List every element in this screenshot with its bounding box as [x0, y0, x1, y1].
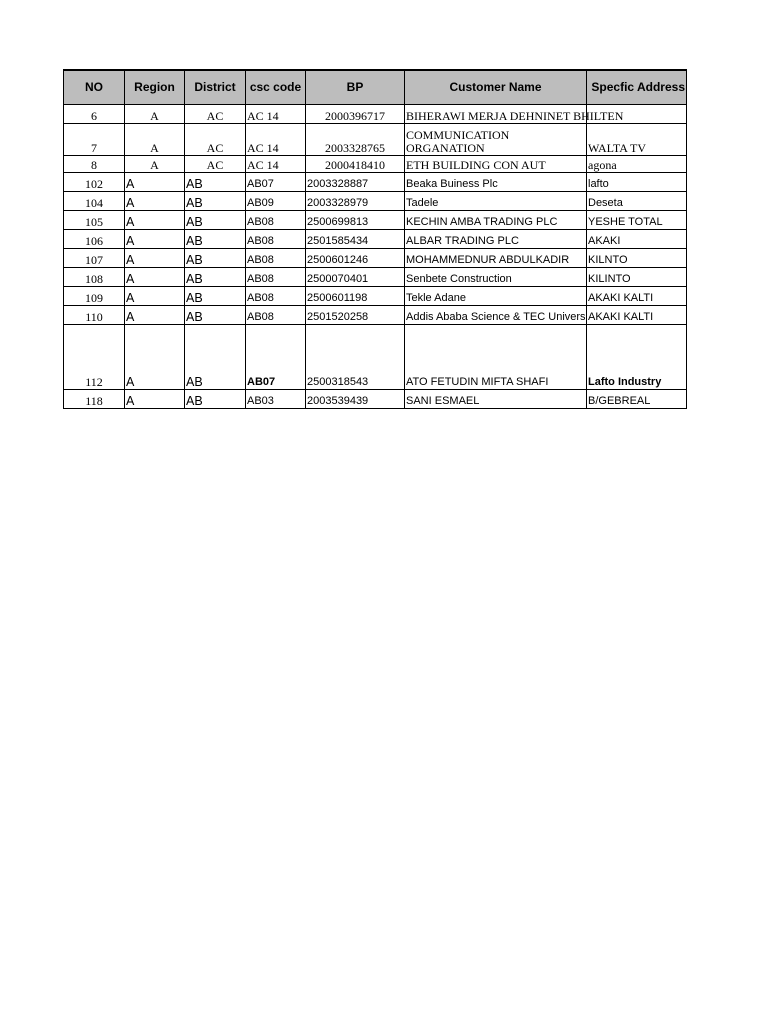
cell-bp[interactable]: 2003539439 [306, 389, 405, 408]
cell-customer-name[interactable]: KECHIN AMBA TRADING PLC [405, 210, 587, 229]
cell-customer-name[interactable]: Tadele [405, 191, 587, 210]
cell-no[interactable]: 8 [64, 155, 125, 172]
cell-district[interactable]: AC [185, 155, 246, 172]
cell-district[interactable]: AB [185, 172, 246, 191]
table-row [64, 229, 687, 248]
cell-specific-address[interactable]: Lafto Industry [587, 324, 687, 389]
cell-specific-address[interactable]: WALTA TV [587, 123, 687, 155]
cell-customer-name[interactable]: MOHAMMEDNUR ABDULKADIR [405, 248, 587, 267]
cell-district[interactable]: AB [185, 267, 246, 286]
cell-specific-address[interactable]: lafto [587, 172, 687, 191]
table-row [64, 155, 687, 172]
cell-region[interactable]: A [125, 191, 185, 210]
cell-no[interactable]: 109 [64, 286, 125, 305]
table-row [64, 191, 687, 210]
cell-region[interactable]: A [125, 210, 185, 229]
cell-bp[interactable]: 2500699813 [306, 210, 405, 229]
cell-specific-address[interactable]: KILINTO [587, 267, 687, 286]
header-specific-address[interactable]: Specfic Address [587, 70, 687, 104]
cell-district[interactable]: AC [185, 104, 246, 123]
cell-district[interactable]: AB [185, 324, 246, 389]
header-region[interactable]: Region [125, 70, 185, 104]
cell-customer-name[interactable]: ALBAR TRADING PLC [405, 229, 587, 248]
cell-bp[interactable]: 2000396717 [306, 104, 405, 123]
cell-csc-code[interactable]: AB08 [246, 229, 306, 248]
cell-csc-code[interactable]: AB03 [246, 389, 306, 408]
table-row [64, 389, 687, 408]
cell-customer-name[interactable]: Beaka Buiness Plc [405, 172, 587, 191]
cell-csc-code[interactable]: AB08 [246, 248, 306, 267]
cell-specific-address[interactable]: Deseta [587, 191, 687, 210]
cell-customer-name[interactable]: ATO FETUDIN MIFTA SHAFI [405, 324, 587, 389]
cell-district[interactable]: AB [185, 229, 246, 248]
cell-region[interactable]: A [125, 324, 185, 389]
table-row [64, 286, 687, 305]
table-row [64, 123, 687, 155]
header-bp[interactable]: BP [306, 70, 405, 104]
cell-csc-code[interactable]: AC 14 [246, 155, 306, 172]
cell-bp[interactable]: 2501520258 [306, 305, 405, 324]
cell-region[interactable]: A [125, 286, 185, 305]
cell-district[interactable]: AB [185, 305, 246, 324]
cell-region[interactable]: A [125, 155, 185, 172]
cell-bp[interactable]: 2500601246 [306, 248, 405, 267]
header-no[interactable]: NO [64, 70, 125, 104]
cell-bp[interactable]: 2003328979 [306, 191, 405, 210]
customer-name-line2: ORGANATION [406, 140, 485, 155]
cell-bp[interactable]: 2500601198 [306, 286, 405, 305]
header-csc-code[interactable]: csc code [246, 70, 306, 104]
cell-customer-name[interactable]: ETH BUILDING CON AUT [405, 155, 587, 172]
spreadsheet-table [63, 69, 687, 409]
cell-region[interactable]: A [125, 123, 185, 155]
cell-no[interactable]: 104 [64, 191, 125, 210]
customer-name-line1: COMMUNICATION [406, 127, 510, 142]
header-row [64, 70, 687, 104]
cell-region[interactable]: A [125, 267, 185, 286]
cell-district[interactable]: AB [185, 191, 246, 210]
cell-region[interactable]: A [125, 104, 185, 123]
cell-customer-name[interactable]: Addis Ababa Science & TEC Univers [405, 305, 587, 324]
cell-csc-code[interactable]: AB07 [246, 324, 306, 389]
cell-region[interactable]: A [125, 305, 185, 324]
cell-customer-name[interactable] [405, 123, 587, 155]
table-row [64, 324, 687, 389]
cell-bp[interactable]: 2500070401 [306, 267, 405, 286]
cell-specific-address[interactable]: AKAKI KALTI [587, 305, 687, 324]
cell-csc-code[interactable]: AB08 [246, 210, 306, 229]
cell-bp[interactable]: 2003328887 [306, 172, 405, 191]
cell-no[interactable]: 112 [64, 324, 125, 389]
table-row [64, 210, 687, 229]
header-district[interactable]: District [185, 70, 246, 104]
cell-customer-name[interactable]: Senbete Construction [405, 267, 587, 286]
table-row [64, 172, 687, 191]
header-customer-name[interactable]: Customer Name [405, 70, 587, 104]
cell-district[interactable]: AB [185, 286, 246, 305]
table-row [64, 267, 687, 286]
cell-bp[interactable]: 2000418410 [306, 155, 405, 172]
cell-specific-address[interactable]: AKAKI [587, 229, 687, 248]
cell-csc-code[interactable]: AB09 [246, 191, 306, 210]
cell-no[interactable]: 107 [64, 248, 125, 267]
cell-district[interactable]: AB [185, 210, 246, 229]
cell-no[interactable]: 108 [64, 267, 125, 286]
cell-specific-address[interactable]: AKAKI KALTI [587, 286, 687, 305]
cell-no[interactable]: 105 [64, 210, 125, 229]
cell-region[interactable]: A [125, 229, 185, 248]
cell-region[interactable]: A [125, 248, 185, 267]
cell-no[interactable]: 7 [64, 123, 125, 155]
cell-csc-code[interactable]: AB07 [246, 172, 306, 191]
cell-csc-code[interactable]: AB08 [246, 286, 306, 305]
cell-bp[interactable]: 2003328765 [306, 123, 405, 155]
table-row [64, 248, 687, 267]
cell-customer-name[interactable]: SANI ESMAEL [405, 389, 587, 408]
cell-csc-code[interactable]: AB08 [246, 267, 306, 286]
cell-specific-address[interactable]: agona [587, 155, 687, 172]
cell-customer-name[interactable]: Tekle Adane [405, 286, 587, 305]
cell-no[interactable]: 110 [64, 305, 125, 324]
cell-bp[interactable]: 2501585434 [306, 229, 405, 248]
cell-no[interactable]: 102 [64, 172, 125, 191]
cell-no[interactable]: 106 [64, 229, 125, 248]
cell-customer-name[interactable]: BIHERAWI MERJA DEHNINET BHILTEN [405, 104, 587, 123]
cell-no[interactable]: 6 [64, 104, 125, 123]
cell-bp[interactable]: 2500318543 [306, 324, 405, 389]
cell-region[interactable]: A [125, 389, 185, 408]
cell-district[interactable]: AB [185, 248, 246, 267]
cell-csc-code[interactable]: AC 14 [246, 123, 306, 155]
cell-specific-address[interactable]: KILNTO [587, 248, 687, 267]
cell-specific-address[interactable]: YESHE TOTAL [587, 210, 687, 229]
cell-district[interactable]: AB [185, 389, 246, 408]
table-row [64, 305, 687, 324]
cell-district[interactable]: AC [185, 123, 246, 155]
table-row [64, 104, 687, 123]
cell-no[interactable]: 118 [64, 389, 125, 408]
cell-region[interactable]: A [125, 172, 185, 191]
cell-specific-address[interactable]: B/GEBREAL [587, 389, 687, 408]
cell-csc-code[interactable]: AB08 [246, 305, 306, 324]
cell-csc-code[interactable]: AC 14 [246, 104, 306, 123]
